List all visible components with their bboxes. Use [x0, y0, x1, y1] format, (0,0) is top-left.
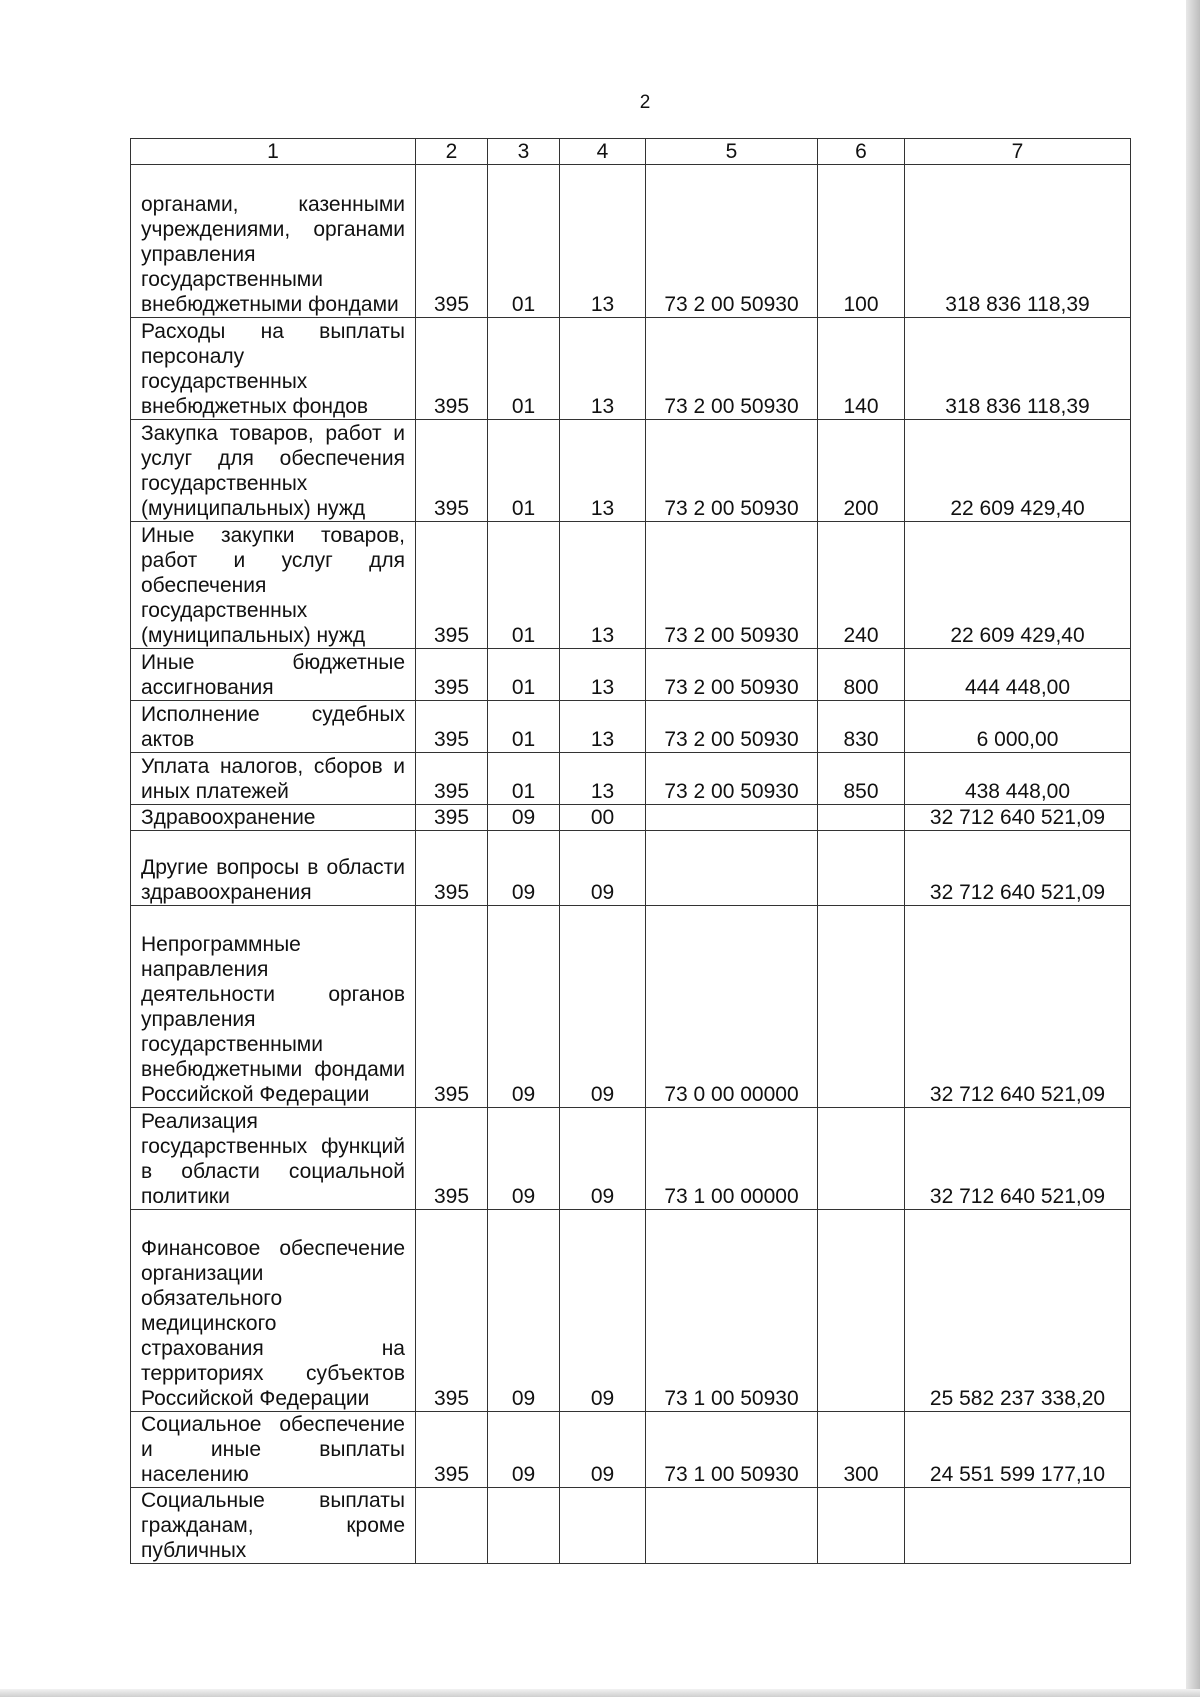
amount-cell: 6 000,00	[905, 701, 1131, 753]
gl-code-cell: 395	[416, 1108, 488, 1210]
section-code-cell: 01	[488, 522, 560, 649]
section-code-cell: 01	[488, 753, 560, 805]
amount-cell: 32 712 640 521,09	[905, 1108, 1131, 1210]
table-row	[131, 701, 1131, 753]
subsection-code-cell: 13	[560, 420, 646, 522]
expense-type-cell: 300	[818, 1412, 905, 1488]
subsection-code-cell: 09	[560, 906, 646, 1108]
subsection-code-cell: 13	[560, 701, 646, 753]
amount-cell: 444 448,00	[905, 649, 1131, 701]
gl-code-cell: 395	[416, 420, 488, 522]
section-code-cell: 01	[488, 701, 560, 753]
section-code-cell: 09	[488, 831, 560, 906]
target-article-cell: 73 2 00 50930	[646, 522, 818, 649]
section-code-cell: 01	[488, 318, 560, 420]
table-row	[131, 753, 1131, 805]
subsection-code-cell: 13	[560, 165, 646, 318]
gl-code-cell: 395	[416, 1210, 488, 1412]
item-name-cell: Финансовое обеспечение организации обязательного медицинского страхования на территориях субъектов Российской Федерации	[131, 1210, 416, 1412]
gl-code-cell: 395	[416, 831, 488, 906]
table-row	[131, 1108, 1131, 1210]
target-article-cell	[646, 831, 818, 906]
subsection-code-cell: 00	[560, 805, 646, 831]
target-article-cell: 73 1 00 50930	[646, 1412, 818, 1488]
gl-code-cell: 395	[416, 753, 488, 805]
header-cell: 5	[646, 139, 818, 165]
amount-cell: 25 582 237 338,20	[905, 1210, 1131, 1412]
subsection-code-cell: 13	[560, 318, 646, 420]
subsection-code-cell: 09	[560, 1210, 646, 1412]
expense-type-cell: 830	[818, 701, 905, 753]
target-article-cell: 73 2 00 50930	[646, 318, 818, 420]
item-name-cell: Иные бюджетные ассигнования	[131, 649, 416, 701]
expense-type-cell: 100	[818, 165, 905, 318]
table-row	[131, 522, 1131, 649]
expense-type-cell	[818, 1210, 905, 1412]
table-header-row	[131, 139, 1131, 165]
header-cell: 7	[905, 139, 1131, 165]
amount-cell: 318 836 118,39	[905, 165, 1131, 318]
section-code-cell: 09	[488, 906, 560, 1108]
target-article-cell: 73 2 00 50930	[646, 165, 818, 318]
expense-type-cell	[818, 805, 905, 831]
amount-cell: 438 448,00	[905, 753, 1131, 805]
table-row	[131, 165, 1131, 318]
amount-cell: 318 836 118,39	[905, 318, 1131, 420]
table-row	[131, 1412, 1131, 1488]
table-row	[131, 831, 1131, 906]
budget-table	[130, 138, 1131, 1564]
table-row	[131, 1488, 1131, 1564]
page-edge-shadow	[1186, 0, 1200, 1697]
table-row	[131, 906, 1131, 1108]
header-cell: 2	[416, 139, 488, 165]
header-cell: 4	[560, 139, 646, 165]
table-row	[131, 420, 1131, 522]
item-name-cell: Социальные выплаты гражданам, кроме публичных	[131, 1488, 416, 1564]
item-name-cell: Непрограммные направления деятельности органов управления государственными внебюджетными фондами Российской Федерации	[131, 906, 416, 1108]
subsection-code-cell: 13	[560, 522, 646, 649]
item-name-cell: Другие вопросы в области здравоохранения	[131, 831, 416, 906]
expense-type-cell	[818, 906, 905, 1108]
amount-cell	[905, 1488, 1131, 1564]
gl-code-cell: 395	[416, 522, 488, 649]
gl-code-cell: 395	[416, 906, 488, 1108]
subsection-code-cell: 09	[560, 1412, 646, 1488]
section-code-cell: 09	[488, 1210, 560, 1412]
header-cell: 3	[488, 139, 560, 165]
table-row	[131, 318, 1131, 420]
table-row	[131, 805, 1131, 831]
subsection-code-cell: 09	[560, 1108, 646, 1210]
target-article-cell: 73 0 00 00000	[646, 906, 818, 1108]
subsection-code-cell: 13	[560, 753, 646, 805]
section-code-cell: 01	[488, 420, 560, 522]
section-code-cell: 09	[488, 805, 560, 831]
item-name-cell: Исполнение судебных актов	[131, 701, 416, 753]
header-cell: 1	[131, 139, 416, 165]
expense-type-cell	[818, 1108, 905, 1210]
subsection-code-cell: 13	[560, 649, 646, 701]
page-bottom-shadow	[0, 1689, 1200, 1697]
amount-cell: 24 551 599 177,10	[905, 1412, 1131, 1488]
target-article-cell: 73 2 00 50930	[646, 701, 818, 753]
target-article-cell: 73 2 00 50930	[646, 649, 818, 701]
table-row	[131, 1210, 1131, 1412]
section-code-cell: 09	[488, 1108, 560, 1210]
expense-type-cell: 200	[818, 420, 905, 522]
expense-type-cell	[818, 1488, 905, 1564]
item-name-cell: Закупка товаров, работ и услуг для обеспечения государственных (муниципальных) нужд	[131, 420, 416, 522]
gl-code-cell: 395	[416, 701, 488, 753]
section-code-cell: 01	[488, 165, 560, 318]
section-code-cell: 09	[488, 1412, 560, 1488]
subsection-code-cell: 09	[560, 831, 646, 906]
amount-cell: 22 609 429,40	[905, 522, 1131, 649]
expense-type-cell: 140	[818, 318, 905, 420]
amount-cell: 32 712 640 521,09	[905, 805, 1131, 831]
target-article-cell: 73 1 00 50930	[646, 1210, 818, 1412]
target-article-cell: 73 2 00 50930	[646, 753, 818, 805]
item-name-cell: Здравоохранение	[131, 805, 416, 831]
gl-code-cell: 395	[416, 649, 488, 701]
item-name-cell: Социальное обеспечение и иные выплаты населению	[131, 1412, 416, 1488]
item-name-cell: органами, казенными учреждениями, органами управления государственными внебюджетными фондами	[131, 165, 416, 318]
amount-cell: 32 712 640 521,09	[905, 906, 1131, 1108]
expense-type-cell: 800	[818, 649, 905, 701]
expense-type-cell	[818, 831, 905, 906]
gl-code-cell: 395	[416, 805, 488, 831]
item-name-cell: Реализация государственных функций в области социальной политики	[131, 1108, 416, 1210]
gl-code-cell	[416, 1488, 488, 1564]
target-article-cell: 73 2 00 50930	[646, 420, 818, 522]
target-article-cell	[646, 1488, 818, 1564]
item-name-cell: Иные закупки товаров, работ и услуг для обеспечения государственных (муниципальных) нужд	[131, 522, 416, 649]
expense-type-cell: 850	[818, 753, 905, 805]
page-number: 2	[639, 92, 651, 113]
item-name-cell: Расходы на выплаты персоналу государственных внебюджетных фондов	[131, 318, 416, 420]
gl-code-cell: 395	[416, 1412, 488, 1488]
target-article-cell	[646, 805, 818, 831]
table-row	[131, 649, 1131, 701]
header-cell: 6	[818, 139, 905, 165]
section-code-cell: 01	[488, 649, 560, 701]
target-article-cell: 73 1 00 00000	[646, 1108, 818, 1210]
amount-cell: 22 609 429,40	[905, 420, 1131, 522]
subsection-code-cell	[560, 1488, 646, 1564]
expense-type-cell: 240	[818, 522, 905, 649]
gl-code-cell: 395	[416, 318, 488, 420]
gl-code-cell: 395	[416, 165, 488, 318]
amount-cell: 32 712 640 521,09	[905, 831, 1131, 906]
section-code-cell	[488, 1488, 560, 1564]
item-name-cell: Уплата налогов, сборов и иных платежей	[131, 753, 416, 805]
